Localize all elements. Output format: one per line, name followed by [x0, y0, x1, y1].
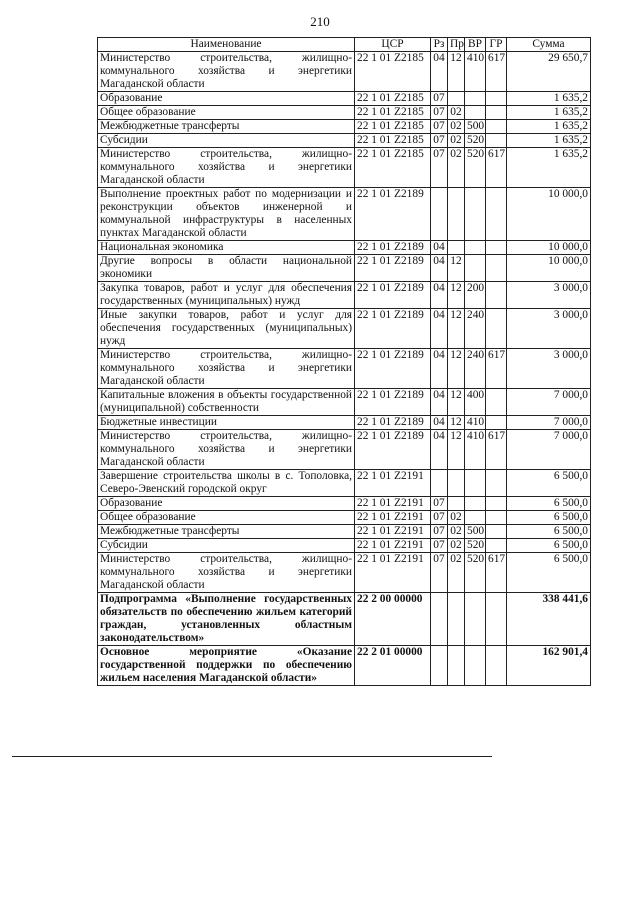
cell-sum: 6 500,0 [507, 470, 591, 497]
cell-gr: 617 [486, 148, 507, 188]
cell-gr [486, 646, 507, 686]
table-row [98, 120, 591, 134]
cell-sum: 10 000,0 [507, 188, 591, 241]
cell-sum: 3 000,0 [507, 309, 591, 349]
cell-csr: 22 1 01 Z2189 [355, 255, 431, 282]
table-row [98, 282, 591, 309]
cell-sum: 7 000,0 [507, 416, 591, 430]
header-rz: Рз [431, 38, 448, 52]
cell-vr: 500 [465, 525, 486, 539]
table-row [98, 349, 591, 389]
cell-name: Другие вопросы в области национальной экономики [98, 255, 355, 282]
header-gr: ГР [486, 38, 507, 52]
cell-rz: 04 [431, 416, 448, 430]
cell-pr: 02 [448, 106, 465, 120]
cell-pr: 12 [448, 52, 465, 92]
cell-gr [486, 497, 507, 511]
cell-vr: 520 [465, 134, 486, 148]
cell-rz: 04 [431, 309, 448, 349]
cell-pr [448, 593, 465, 646]
cell-gr [486, 511, 507, 525]
cell-name: Межбюджетные трансферты [98, 120, 355, 134]
cell-pr [448, 188, 465, 241]
table-row [98, 188, 591, 241]
cell-sum: 6 500,0 [507, 497, 591, 511]
cell-rz: 04 [431, 349, 448, 389]
cell-vr: 200 [465, 282, 486, 309]
table-row [98, 470, 591, 497]
cell-rz [431, 593, 448, 646]
cell-csr: 22 1 01 Z2191 [355, 553, 431, 593]
cell-gr: 617 [486, 52, 507, 92]
cell-rz: 07 [431, 120, 448, 134]
cell-sum: 6 500,0 [507, 539, 591, 553]
cell-gr [486, 416, 507, 430]
table-row [98, 148, 591, 188]
cell-name: Основное мероприятие «Оказание государственной поддержки по обеспечению жильем населения Магаданской области» [98, 646, 355, 686]
cell-pr [448, 646, 465, 686]
cell-rz: 04 [431, 430, 448, 470]
cell-name: Министерство строительства, жилищно-коммунального хозяйства и энергетики Магаданской области [98, 553, 355, 593]
table-row [98, 593, 591, 646]
cell-vr [465, 497, 486, 511]
cell-rz [431, 646, 448, 686]
table-body [98, 52, 591, 686]
cell-rz: 07 [431, 497, 448, 511]
cell-pr: 12 [448, 282, 465, 309]
cell-csr: 22 1 01 Z2185 [355, 92, 431, 106]
cell-csr: 22 1 01 Z2191 [355, 539, 431, 553]
cell-sum: 3 000,0 [507, 349, 591, 389]
cell-gr [486, 539, 507, 553]
cell-pr: 02 [448, 539, 465, 553]
cell-vr [465, 106, 486, 120]
header-pr: Пр [448, 38, 465, 52]
cell-rz: 07 [431, 134, 448, 148]
cell-name: Министерство строительства, жилищно-коммунального хозяйства и энергетики Магаданской области [98, 52, 355, 92]
cell-name: Образование [98, 497, 355, 511]
cell-sum: 7 000,0 [507, 389, 591, 416]
cell-vr: 410 [465, 416, 486, 430]
cell-rz: 07 [431, 106, 448, 120]
cell-rz: 07 [431, 553, 448, 593]
cell-gr [486, 389, 507, 416]
cell-vr: 410 [465, 430, 486, 470]
cell-csr: 22 1 01 Z2189 [355, 389, 431, 416]
cell-csr: 22 1 01 Z2189 [355, 430, 431, 470]
cell-vr [465, 646, 486, 686]
cell-gr [486, 134, 507, 148]
cell-name: Национальная экономика [98, 241, 355, 255]
cell-name: Субсидии [98, 539, 355, 553]
table-row [98, 134, 591, 148]
cell-pr [448, 92, 465, 106]
cell-name: Министерство строительства, жилищно-коммунального хозяйства и энергетики Магаданской области [98, 349, 355, 389]
table-row [98, 497, 591, 511]
cell-csr: 22 1 01 Z2189 [355, 188, 431, 241]
cell-name: Бюджетные инвестиции [98, 416, 355, 430]
cell-csr: 22 1 01 Z2185 [355, 52, 431, 92]
cell-gr: 617 [486, 553, 507, 593]
cell-name: Капитальные вложения в объекты государственной (муниципальной) собственности [98, 389, 355, 416]
table-row [98, 106, 591, 120]
cell-csr: 22 1 01 Z2191 [355, 470, 431, 497]
table-row [98, 255, 591, 282]
cell-pr: 12 [448, 430, 465, 470]
cell-csr: 22 1 01 Z2191 [355, 511, 431, 525]
cell-vr [465, 255, 486, 282]
cell-gr [486, 593, 507, 646]
header-sum: Сумма [507, 38, 591, 52]
table-row [98, 539, 591, 553]
cell-pr: 12 [448, 255, 465, 282]
cell-gr [486, 106, 507, 120]
cell-vr: 500 [465, 120, 486, 134]
cell-vr: 520 [465, 553, 486, 593]
cell-pr: 02 [448, 134, 465, 148]
cell-sum: 7 000,0 [507, 430, 591, 470]
cell-name: Общее образование [98, 106, 355, 120]
cell-pr [448, 497, 465, 511]
cell-rz: 07 [431, 148, 448, 188]
table-row [98, 389, 591, 416]
cell-gr [486, 525, 507, 539]
cell-sum: 3 000,0 [507, 282, 591, 309]
cell-pr: 02 [448, 525, 465, 539]
cell-gr [486, 470, 507, 497]
header-name: Наименование [98, 38, 355, 52]
cell-name: Образование [98, 92, 355, 106]
table-row [98, 553, 591, 593]
page-number: 210 [310, 14, 330, 29]
cell-pr: 12 [448, 416, 465, 430]
cell-vr [465, 593, 486, 646]
cell-rz [431, 188, 448, 241]
cell-pr: 02 [448, 148, 465, 188]
cell-gr: 617 [486, 349, 507, 389]
cell-sum: 6 500,0 [507, 525, 591, 539]
cell-csr: 22 1 01 Z2189 [355, 416, 431, 430]
cell-csr: 22 1 01 Z2191 [355, 525, 431, 539]
cell-vr [465, 511, 486, 525]
table-row [98, 525, 591, 539]
cell-sum: 338 441,6 [507, 593, 591, 646]
cell-vr [465, 241, 486, 255]
cell-csr: 22 2 01 00000 [355, 646, 431, 686]
cell-vr: 520 [465, 539, 486, 553]
cell-csr: 22 1 01 Z2185 [355, 134, 431, 148]
cell-csr: 22 1 01 Z2185 [355, 106, 431, 120]
footer-rule [12, 756, 492, 757]
cell-pr: 12 [448, 389, 465, 416]
cell-sum: 29 650,7 [507, 52, 591, 92]
cell-rz: 07 [431, 511, 448, 525]
cell-vr: 520 [465, 148, 486, 188]
cell-rz: 07 [431, 92, 448, 106]
cell-gr [486, 241, 507, 255]
cell-pr [448, 241, 465, 255]
cell-sum: 162 901,4 [507, 646, 591, 686]
cell-gr [486, 92, 507, 106]
cell-rz: 04 [431, 255, 448, 282]
cell-pr: 02 [448, 120, 465, 134]
cell-vr [465, 470, 486, 497]
cell-csr: 22 1 01 Z2191 [355, 497, 431, 511]
cell-name: Министерство строительства, жилищно-коммунального хозяйства и энергетики Магаданской области [98, 148, 355, 188]
cell-csr: 22 1 01 Z2185 [355, 148, 431, 188]
cell-pr: 02 [448, 511, 465, 525]
table-row [98, 52, 591, 92]
cell-vr: 240 [465, 349, 486, 389]
cell-sum: 6 500,0 [507, 511, 591, 525]
cell-sum: 1 635,2 [507, 106, 591, 120]
table-row [98, 511, 591, 525]
cell-sum: 10 000,0 [507, 255, 591, 282]
cell-name: Подпрограмма «Выполнение государственных обязательств по обеспечению жильем категорий граждан, установленных областным законодательством» [98, 593, 355, 646]
budget-table [97, 37, 591, 686]
cell-name: Закупка товаров, работ и услуг для обеспечения государственных (муниципальных) нужд [98, 282, 355, 309]
cell-rz: 07 [431, 539, 448, 553]
cell-name: Выполнение проектных работ по модернизации и реконструкции объектов инженерной и коммунальной инфраструктуры в населенных пунктах Магаданской области [98, 188, 355, 241]
cell-rz: 04 [431, 282, 448, 309]
cell-gr [486, 255, 507, 282]
table-row [98, 309, 591, 349]
cell-rz: 04 [431, 389, 448, 416]
cell-gr [486, 309, 507, 349]
table-header-row [98, 38, 591, 52]
cell-pr: 12 [448, 349, 465, 389]
cell-gr [486, 282, 507, 309]
cell-pr: 12 [448, 309, 465, 349]
cell-sum: 1 635,2 [507, 120, 591, 134]
cell-csr: 22 1 01 Z2189 [355, 309, 431, 349]
cell-name: Завершение строительства школы в с. Тополовка, Северо-Эвенский городской округ [98, 470, 355, 497]
table-row [98, 92, 591, 106]
table-row [98, 416, 591, 430]
header-vr: ВР [465, 38, 486, 52]
cell-gr [486, 188, 507, 241]
header-csr: ЦСР [355, 38, 431, 52]
cell-rz [431, 470, 448, 497]
cell-vr: 400 [465, 389, 486, 416]
cell-sum: 10 000,0 [507, 241, 591, 255]
cell-vr: 240 [465, 309, 486, 349]
cell-csr: 22 1 01 Z2185 [355, 120, 431, 134]
cell-csr: 22 1 01 Z2189 [355, 349, 431, 389]
cell-vr: 410 [465, 52, 486, 92]
cell-vr [465, 92, 486, 106]
cell-name: Иные закупки товаров, работ и услуг для обеспечения государственных (муниципальных) нужд [98, 309, 355, 349]
cell-name: Министерство строительства, жилищно-коммунального хозяйства и энергетики Магаданской области [98, 430, 355, 470]
cell-rz: 04 [431, 241, 448, 255]
cell-sum: 1 635,2 [507, 92, 591, 106]
table-row [98, 241, 591, 255]
cell-rz: 04 [431, 52, 448, 92]
cell-vr [465, 188, 486, 241]
table-row [98, 430, 591, 470]
cell-rz: 07 [431, 525, 448, 539]
cell-gr: 617 [486, 430, 507, 470]
cell-csr: 22 2 00 00000 [355, 593, 431, 646]
cell-csr: 22 1 01 Z2189 [355, 241, 431, 255]
cell-sum: 6 500,0 [507, 553, 591, 593]
cell-csr: 22 1 01 Z2189 [355, 282, 431, 309]
table-row [98, 646, 591, 686]
cell-pr [448, 470, 465, 497]
cell-name: Общее образование [98, 511, 355, 525]
cell-sum: 1 635,2 [507, 148, 591, 188]
cell-name: Субсидии [98, 134, 355, 148]
cell-sum: 1 635,2 [507, 134, 591, 148]
cell-gr [486, 120, 507, 134]
cell-pr: 02 [448, 553, 465, 593]
cell-name: Межбюджетные трансферты [98, 525, 355, 539]
